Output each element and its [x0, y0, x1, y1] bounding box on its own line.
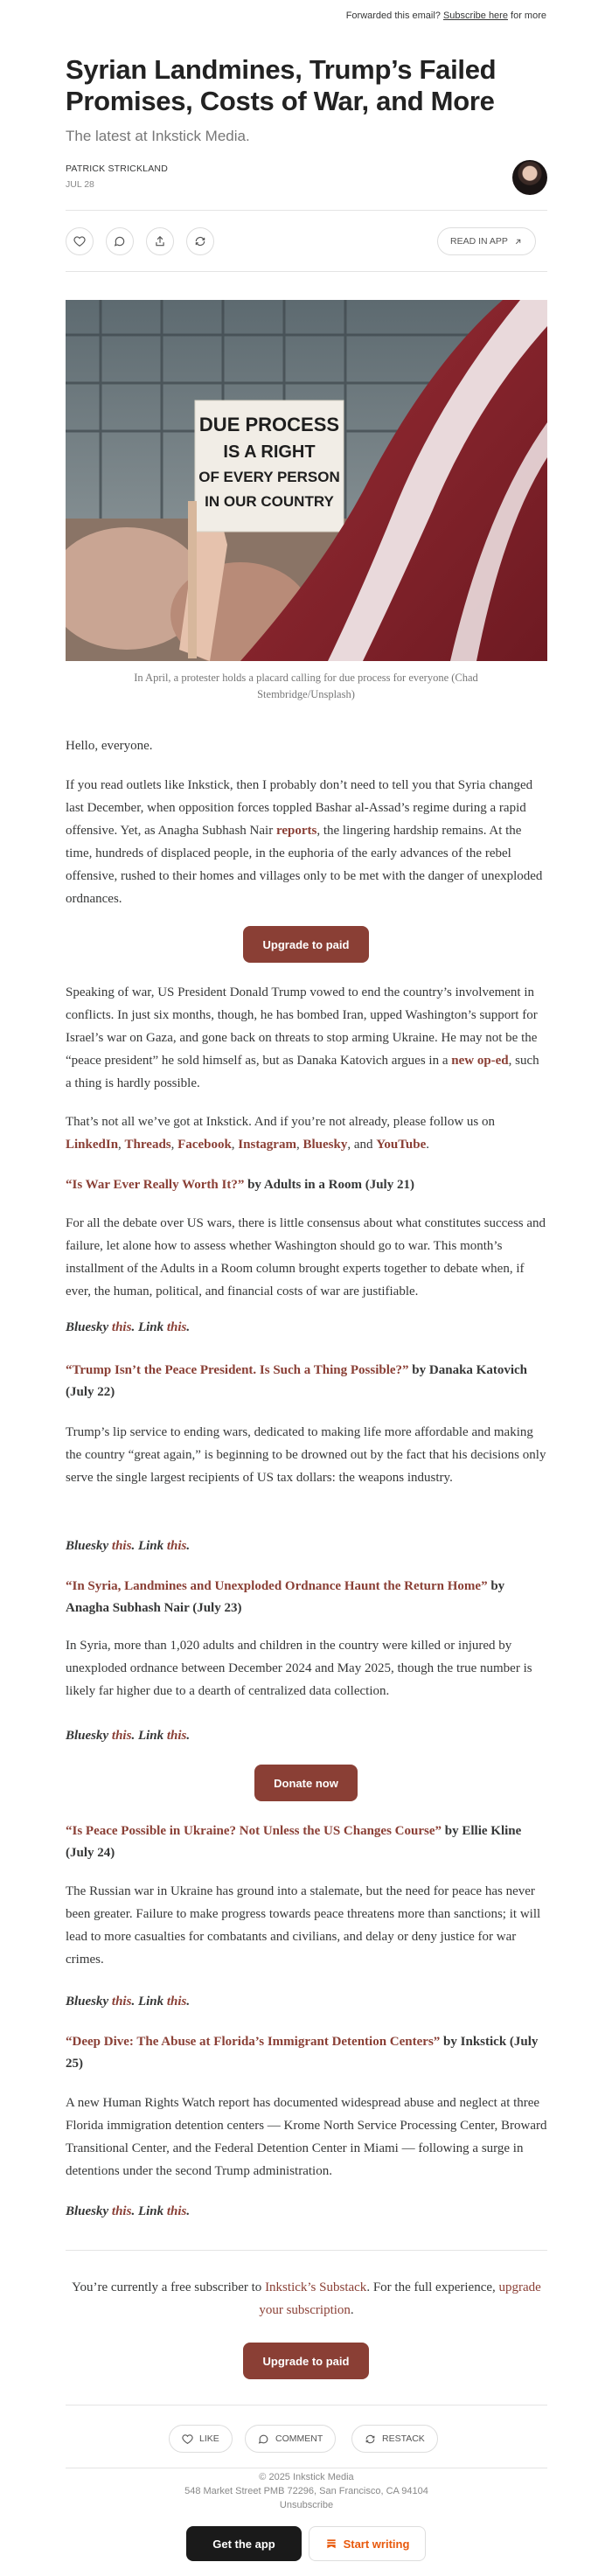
article-byline: by Inkstick (July 25) [66, 2035, 539, 2071]
linkedin-link[interactable]: LinkedIn [66, 1138, 119, 1152]
post-subtitle: The latest at Inkstick Media. [66, 128, 250, 144]
forward-prefix: Forwarded this email? [345, 10, 441, 21]
article-heading [66, 1360, 547, 1403]
bluesky-share-link[interactable]: this [111, 1995, 132, 2009]
intro-text-a: If you read outlets like Inkstick, then I probably don’t need to tell you that Syria changed last December, when opposition forces toppled Bashar al-Assad’s regime during a rapid offensive. Yet, as Anagha Subhash Nair [66, 778, 533, 838]
divider [66, 271, 547, 272]
restack-icon [194, 235, 206, 247]
bluesky-link[interactable]: Bluesky [303, 1138, 348, 1152]
share-end: . [186, 1320, 191, 1334]
article-share-link[interactable]: this [166, 1729, 187, 1743]
share-line [66, 2200, 547, 2223]
forward-note [346, 10, 546, 21]
intro-paragraph [66, 774, 547, 910]
facebook-link[interactable]: Facebook [177, 1138, 232, 1152]
sign-line-4: IN OUR COUNTRY [205, 493, 334, 510]
share-line [66, 1990, 547, 2013]
article-share-link[interactable]: this [166, 2204, 187, 2218]
like-label: LIKE [199, 2433, 219, 2444]
author-name[interactable]: PATRICK STRICKLAND [66, 164, 168, 174]
post-title[interactable]: Syrian Landmines, Trump’s Failed Promises, Costs of War, and More [66, 54, 497, 116]
share-mid: . Link [131, 1539, 167, 1553]
sign-line-3: OF EVERY PERSON [198, 469, 340, 485]
bluesky-share-link[interactable]: this [111, 1320, 132, 1334]
share-end: . [186, 1539, 191, 1553]
article-share-link[interactable]: this [166, 1539, 187, 1553]
share-prefix: Bluesky [66, 1539, 112, 1553]
comment-label: COMMENT [275, 2433, 323, 2444]
separator: , [296, 1138, 303, 1152]
free-text-c: . [350, 2303, 354, 2317]
copyright: © 2025 Inkstick Media [259, 2472, 354, 2482]
article-link[interactable]: “Is Peace Possible in Ukraine? Not Unless the US Changes Course” [66, 1824, 442, 1838]
share-mid: . Link [131, 2204, 167, 2218]
free-text-b: . For the full experience, [366, 2280, 499, 2294]
intro-text-b: , the lingering hardship remains. At the time, hundreds of displaced people, in the euphoria of the early advances of the rebel offensive, rushed to their homes and villages only to be met with the danger of unexploded ordnances. [66, 824, 543, 906]
restack-icon [365, 2433, 376, 2445]
free-text-a: You’re currently a free subscriber to [72, 2280, 266, 2294]
substack-link[interactable]: Inkstick’s Substack [265, 2280, 367, 2294]
forward-suffix: for more [511, 10, 546, 21]
sign-line-1: DUE PROCESS [198, 414, 340, 435]
war-text-a: Speaking of war, US President Donald Trump vowed to end the country’s involvement in conflicts. In just six months, though, he has bombed Iran, upped Washington’s support for Israel’s war on Gaza, and gone back on threats to stop arming Ukraine. He may not be the “peace president” he sold himself as, but as Danaka Katovich argues in a [66, 985, 538, 1068]
article-link[interactable]: “Deep Dive: The Abuse at Florida’s Immigrant Detention Centers” [66, 2035, 441, 2049]
restack-label: RESTACK [382, 2433, 425, 2444]
article-share-link[interactable]: this [166, 1320, 187, 1334]
footer-upgrade-button[interactable]: Upgrade to paid [243, 2343, 369, 2379]
share-end: . [186, 1995, 191, 2009]
share-prefix: Bluesky [66, 1320, 112, 1334]
share-line [66, 1316, 547, 1339]
article-heading [66, 1821, 547, 1864]
divider [66, 2250, 547, 2251]
divider [66, 210, 547, 211]
share-end: . [186, 2204, 191, 2218]
instagram-link[interactable]: Instagram [238, 1138, 296, 1152]
share-button[interactable] [146, 227, 174, 255]
post-date: JUL 28 [66, 179, 94, 190]
restack-button[interactable] [186, 227, 214, 255]
bluesky-share-link[interactable]: this [111, 1539, 132, 1553]
legal-footer [66, 2470, 547, 2512]
article-summary: The Russian war in Ukraine has ground into a stalemate, but the need for peace has never been greater. Failure to make progress towards peace threatens more than sanctions; it will lead to more casualties for combatants and civilians, and delay or deny justice for war crimes. [66, 1884, 541, 1967]
subscriber-note [66, 2276, 547, 2322]
hero-caption: In April, a protester holds a placard calling for due process for everyone (Chad Stembridge/Unsplash) [134, 672, 478, 700]
article-summary: Trump’s lip service to ending wars, dedicated to making life more affordable and making the country “great again,” is beginning to be drowned out by the fact that his decisions only serve the single largest recipients of US tax dollars: the weapons industry. [66, 1425, 546, 1485]
comment-icon [114, 235, 126, 247]
subscribe-link[interactable]: Subscribe here [442, 10, 508, 21]
avatar[interactable] [512, 160, 547, 195]
article-heading [66, 1174, 547, 1196]
article-byline: by Ellie Kline (July 24) [66, 1824, 522, 1860]
war-text-b: , such a thing is hardly possible. [66, 1054, 539, 1090]
separator: , [118, 1138, 125, 1152]
share-mid: . Link [131, 1729, 167, 1743]
bluesky-share-link[interactable]: this [111, 2204, 132, 2218]
share-line [66, 1724, 547, 1747]
post-meta [66, 164, 547, 190]
protest-photo [66, 300, 547, 661]
share-mid: . Link [131, 1320, 167, 1334]
bluesky-share-link[interactable]: this [111, 1729, 132, 1743]
upgrade-button[interactable]: Upgrade to paid [243, 926, 369, 963]
post-header [66, 54, 547, 145]
footer-like-button[interactable] [169, 2425, 233, 2453]
article-summary: A new Human Rights Watch report has documented widespread abuse and neglect at three Florida immigration detention centers — Krome North Service Processing Center, Broward Transitional Center, and the Federal Detention Center in Miami — following a surge in detentions under the second Trump administration. [66, 2096, 547, 2178]
external-link-icon [513, 237, 523, 247]
article-link[interactable]: “In Syria, Landmines and Unexploded Ordnance Haunt the Return Home” [66, 1579, 488, 1593]
article-summary: In Syria, more than 1,020 adults and children in the country were killed or injured by unexploded ordnance between December 2024 and May 2025, though the true number is likely far higher due to a dearth of centralized data collection. [66, 1639, 532, 1698]
donate-button[interactable]: Donate now [254, 1765, 358, 1801]
start-writing-button[interactable] [309, 2526, 426, 2561]
reports-link[interactable]: reports [275, 824, 317, 838]
article-link[interactable]: “Is War Ever Really Worth It?” [66, 1178, 245, 1192]
follow-text: That’s not all we’ve got at Inkstick. And if you’re not already, please follow us on [66, 1115, 495, 1129]
comment-icon [258, 2433, 269, 2445]
substack-logo-icon [325, 2538, 337, 2550]
follow-paragraph [66, 1110, 547, 1156]
share-icon [154, 235, 166, 247]
article-byline: by Adults in a Room (July 21) [244, 1178, 414, 1192]
op-ed-link[interactable]: new op-ed [451, 1054, 509, 1068]
address: 548 Market Street PMB 72296, San Francisco, CA 94104 [184, 2486, 428, 2496]
youtube-link[interactable]: YouTube [376, 1138, 427, 1152]
share-prefix: Bluesky [66, 1729, 112, 1743]
share-mid: . Link [131, 1995, 167, 2009]
separator: , [170, 1138, 178, 1152]
read-in-app-label: READ IN APP [450, 236, 508, 247]
war-paragraph [66, 981, 547, 1095]
share-prefix: Bluesky [66, 1995, 112, 2009]
separator: , and [347, 1138, 377, 1152]
share-end: . [186, 1729, 191, 1743]
unsubscribe-link[interactable]: Unsubscribe [279, 2500, 334, 2510]
separator: . [426, 1138, 429, 1152]
separator: , [231, 1138, 239, 1152]
upgrade-subscription-link[interactable]: upgrade your subscription [259, 2280, 541, 2317]
footer-restack-button[interactable] [351, 2425, 438, 2453]
share-line [66, 1535, 547, 1557]
like-button[interactable] [66, 227, 94, 255]
start-writing-label: Start writing [343, 2537, 410, 2551]
article-summary: For all the debate over US wars, there is little consensus about what constitutes success and failure, let alone how to assess whether Washington should go to war. This month’s installment of the Adults in a Room column brought experts together to debate when, if ever, the human, political, and financial costs of war are justifiable. [66, 1216, 546, 1298]
article-share-link[interactable]: this [166, 1995, 187, 2009]
comment-button[interactable] [106, 227, 134, 255]
footer-comment-button[interactable] [245, 2425, 336, 2453]
heart-icon [182, 2433, 193, 2445]
greeting: Hello, everyone. [66, 739, 153, 753]
article-heading [66, 2031, 547, 2075]
article-link[interactable]: “Trump Isn’t the Peace President. Is Such a Thing Possible?” [66, 1363, 409, 1377]
article-byline: by Anagha Subhash Nair (July 23) [66, 1579, 505, 1615]
share-prefix: Bluesky [66, 2204, 112, 2218]
threads-link[interactable]: Threads [124, 1138, 171, 1152]
sign-line-2: IS A RIGHT [223, 442, 316, 462]
hero-image[interactable] [66, 300, 547, 661]
article-heading [66, 1576, 547, 1619]
read-in-app-button[interactable] [437, 227, 536, 255]
article-byline: by Danaka Katovich (July 22) [66, 1363, 527, 1399]
get-app-button[interactable]: Get the app [186, 2526, 302, 2561]
heart-icon [73, 235, 86, 247]
